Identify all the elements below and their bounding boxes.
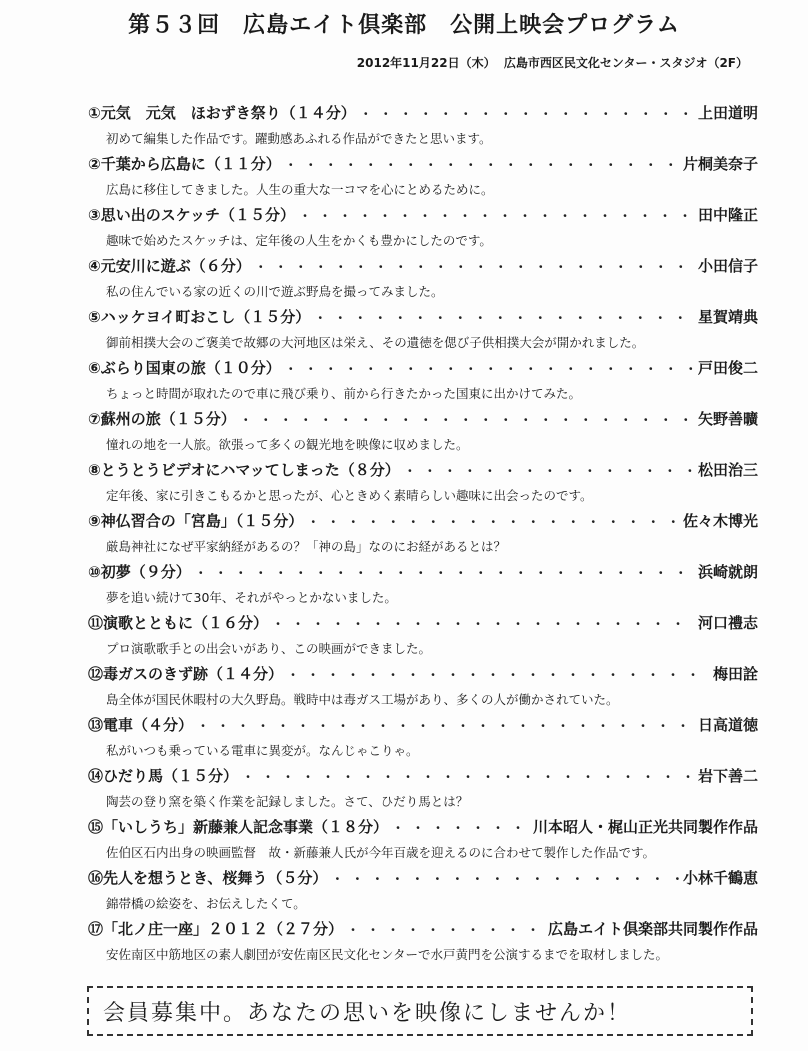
dot-leader [314,309,694,326]
dot-leader [272,615,694,632]
program-item [0,714,808,765]
page-title: 第５３回 広島エイト倶楽部 公開上映会プログラム [128,13,680,38]
program-author: 小林千鶴恵 [682,869,758,887]
dot-leader [240,411,694,428]
program-item [0,102,808,153]
program-heading [88,918,758,942]
program-title: 毒ガスのきず跡（１４分） [103,665,284,683]
program-description: プロ演歌歌手との出会いがあり、この映画ができました。 [106,641,432,656]
dot-leader [360,105,694,122]
program-author: 岩下善二 [697,767,758,785]
program-item [0,408,808,459]
program-author: 浜崎就朗 [697,563,758,581]
program-author: 日高道徳 [697,716,758,734]
program-heading [88,867,758,891]
program-description: 陶芸の登り窯を築く作業を記録しました。さて、ひだり馬とは？ [106,794,469,809]
program-title: 初夢（９分） [100,563,191,581]
program-description: 初めて編集した作品です。躍動感あふれる作品ができたと思います。 [106,131,492,146]
program-number: ⑮ [88,818,104,836]
program-heading [88,408,758,432]
program-heading [88,561,758,585]
program-title: ひだり馬（１５分） [103,767,239,785]
program-author: 松田治三 [697,461,758,479]
program-number: ⑤ [88,308,101,326]
program-item [0,306,808,357]
dot-leader [307,513,679,530]
program-item [0,867,808,918]
dot-leader [255,258,694,275]
dot-leader [197,717,694,734]
dot-leader [285,156,679,173]
dot-leader [287,666,709,683]
program-number: ⑧ [88,461,101,479]
program-item [0,153,808,204]
program-author: 広島エイト倶楽部共同製作作品 [547,920,758,938]
program-title: 「北ノ庄一座」２０１２（２７分） [103,920,344,938]
program-number: ③ [88,206,101,224]
program-heading [88,255,758,279]
dot-leader [242,768,694,785]
program-title: 「いしうち」新藤兼人記念事業（１８分） [103,818,389,836]
program-author: 川本昭人・梶山正光共同製作作品 [532,818,758,836]
program-title: 先人を想うとき、桜舞う（５分） [103,869,328,887]
program-title: 蘇州の旅（１５分） [100,410,236,428]
program-description: 夢を追い続けて30年、それがやっとかないました。 [106,590,397,605]
program-number: ⑩ [88,563,101,581]
program-item [0,459,808,510]
program-heading [88,510,758,534]
program-author: 小田信子 [697,257,758,275]
program-author: 戸田俊二 [697,359,758,377]
program-number: ⑦ [88,410,101,428]
program-heading [88,765,758,789]
program-title: 思い出のスケッチ（１５分） [100,206,295,224]
program-author: 田中隆正 [697,206,758,224]
program-list [0,102,808,969]
program-heading [88,816,758,840]
program-description: 安佐南区中筋地区の素人劇団が安佐南区民文化センターで水戸黄門を公演するまでを取材しました。 [106,947,669,962]
dot-leader [285,360,694,377]
program-heading [88,204,758,228]
program-number: ⑥ [88,359,101,377]
program-author: 矢野善曠 [697,410,758,428]
program-number: ⑯ [88,869,104,887]
program-item [0,357,808,408]
recruitment-text: 会員募集中。あなたの思いを映像にしませんか！ [103,1000,632,1026]
program-title: 元気 元気 ほおずき祭り（１４分） [100,104,356,122]
program-number: ④ [88,257,101,275]
program-heading [88,612,758,636]
dot-leader [392,819,529,836]
dot-leader [347,921,544,938]
dot-leader [299,207,694,224]
program-heading [88,714,758,738]
program-description: 島全体が国民休暇村の大久野島。戦時中は毒ガス工場があり、多くの人が働かされていた。 [106,692,619,707]
event-date-venue: 2012年11月22日（木） 広島市西区民文化センター・スタジオ（2F） [356,56,748,70]
program-author: 星賀靖典 [697,308,758,326]
program-number: ⑪ [88,614,104,632]
program-heading [88,306,758,330]
program-item [0,255,808,306]
program-number: ⑭ [88,767,104,785]
program-heading [88,102,758,126]
program-item [0,510,808,561]
program-title: ぶらり国東の旅（１０分） [100,359,281,377]
program-author: 河口禮志 [697,614,758,632]
program-item [0,663,808,714]
dot-leader [331,870,679,887]
program-heading [88,663,758,687]
program-number: ⑰ [88,920,104,938]
program-description: 私がいつも乗っている電車に異変が。なんじゃこりゃ。 [106,743,419,758]
program-author: 梅田詮 [712,665,758,683]
program-description: 御前相撲大会のご褒美で故郷の大河地区は栄え、その遺徳を偲び子供相撲大会が開かれました。 [106,335,645,350]
program-description: 憧れの地を一人旅。欲張って多くの観光地を映像に収めました。 [106,437,469,452]
program-title: 神仏習合の「宮島」（１５分） [100,512,304,530]
program-item [0,612,808,663]
program-item [0,765,808,816]
program-number: ⑬ [88,716,104,734]
program-description: 広島に移住してきました。人生の重大な一コマを心にとめるために。 [106,182,494,197]
member-recruitment-box [87,986,753,1036]
program-title: 元安川に遊ぶ（６分） [100,257,251,275]
program-description: 私の住んでいる家の近くの川で遊ぶ野鳥を撮ってみました。 [106,284,444,299]
program-description: 錦帯橋の絵姿を、お伝えしたくて。 [106,896,306,911]
program-number: ⑨ [88,512,101,530]
program-author: 佐々木博光 [682,512,758,530]
program-title: とうとうビデオにハマッてしまった（８分） [100,461,400,479]
program-item [0,918,808,969]
program-heading [88,459,758,483]
program-title: 電車（４分） [103,716,194,734]
program-item [0,816,808,867]
program-author: 上田道明 [697,104,758,122]
program-author: 片桐美奈子 [682,155,758,173]
program-heading [88,153,758,177]
program-description: ちょっと時間が取れたので車に飛び乗り、前から行きたかった国東に出かけてみた。 [106,386,582,401]
program-number: ① [88,104,101,122]
dot-leader [195,564,694,581]
program-title: 千葉から広島に（１１分） [100,155,281,173]
program-number: ⑫ [88,665,104,683]
program-item [0,561,808,612]
program-description: 趣味で始めたスケッチは、定年後の人生をかくも豊かにしたのです。 [106,233,492,248]
program-description: 定年後、家に引きこもるかと思ったが、心ときめく素晴らしい趣味に出会ったのです。 [106,488,593,503]
program-description: 佐伯区石内出身の映画監督 故・新藤兼人氏が今年百歳を迎えるのに合わせて製作した作品です。 [106,845,656,860]
program-number: ② [88,155,101,173]
program-description: 厳島神社になぜ平家納経があるの？「神の島」なのにお経があるとは？ [106,539,507,554]
program-heading [88,357,758,381]
dot-leader [404,462,694,479]
program-title: ハッケヨイ町おこし（１５分） [100,308,311,326]
program-item [0,204,808,255]
program-title: 演歌とともに（１６分） [103,614,269,632]
